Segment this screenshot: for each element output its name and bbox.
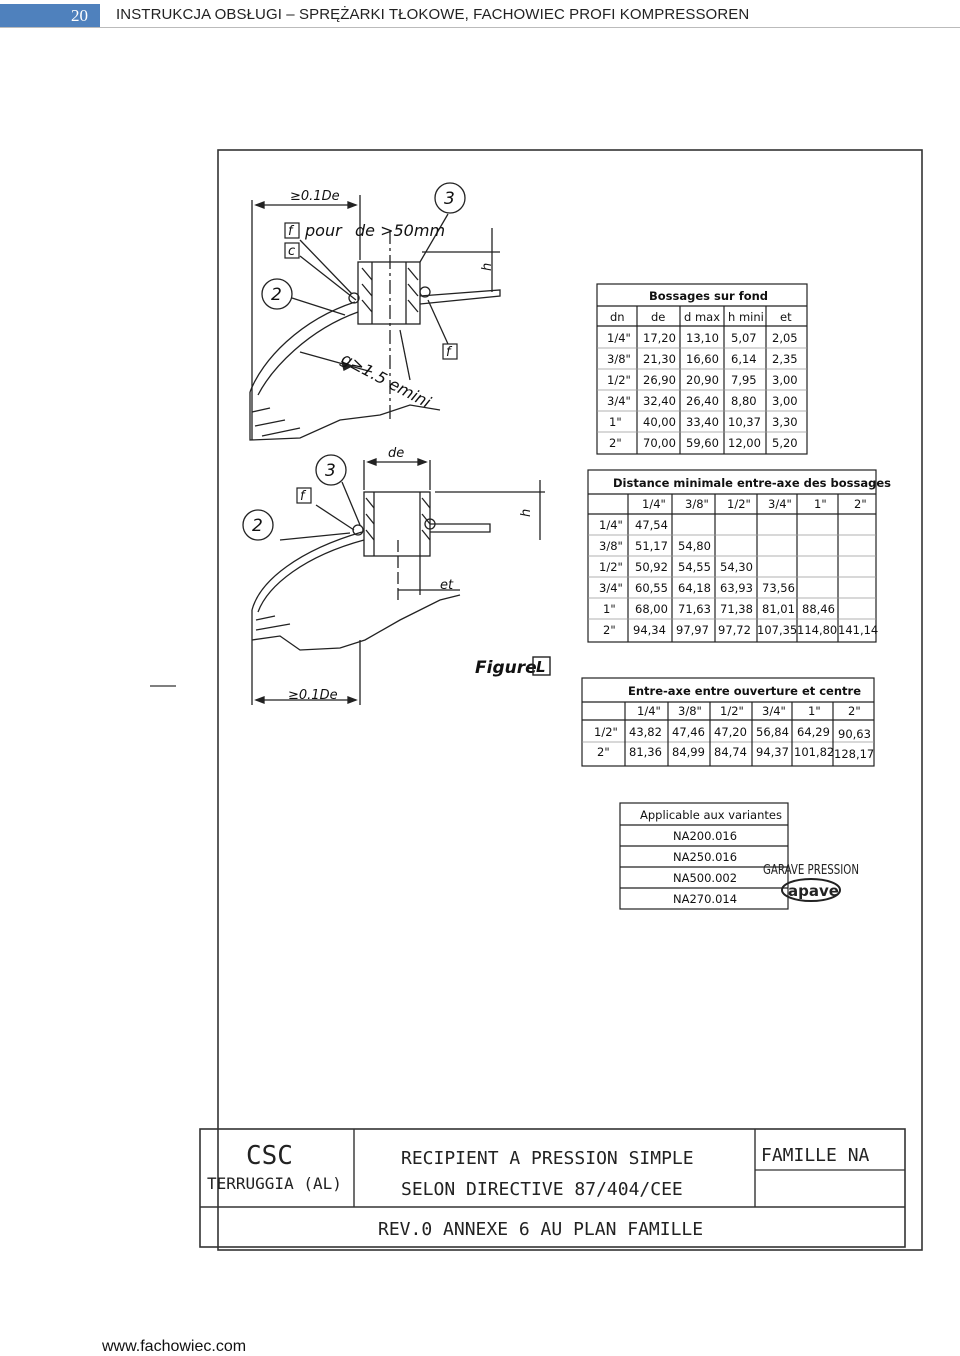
cell: 1/2" xyxy=(594,725,618,739)
cell: 8,80 xyxy=(731,394,757,408)
table-variantes xyxy=(620,803,788,909)
cell: 2,05 xyxy=(772,331,798,345)
g-ge-label: g≥1.5 emini xyxy=(338,348,435,412)
cell: 7,95 xyxy=(731,373,757,387)
list-item: NA270.014 xyxy=(673,892,738,906)
cell: 3,00 xyxy=(772,394,798,408)
cell: 1" xyxy=(603,602,616,616)
de-label: de xyxy=(388,446,405,461)
entre-axe-title: Entre-axe entre ouverture et centre xyxy=(628,684,862,698)
table-row xyxy=(607,331,798,345)
cell: 47,20 xyxy=(714,725,747,739)
cell: 17,20 xyxy=(643,331,676,345)
distance-header: 1" xyxy=(814,497,827,511)
revision-label: REV.0 ANNEXE 6 AU PLAN FAMILLE xyxy=(378,1219,704,1240)
cell: 128,17 xyxy=(834,747,875,761)
cell: 47,54 xyxy=(635,518,668,532)
table-distance xyxy=(588,470,891,642)
cell: 5,07 xyxy=(731,331,757,345)
company-location: TERRUGGIA (AL) xyxy=(207,1174,342,1193)
cell: 26,90 xyxy=(643,373,676,387)
cell: 2" xyxy=(597,745,610,759)
pour-label: pour xyxy=(305,221,342,240)
h-label-upper: h xyxy=(480,262,495,271)
cell: 84,74 xyxy=(714,745,747,759)
cell: 1" xyxy=(609,415,622,429)
table-row xyxy=(607,394,798,408)
et-label: et xyxy=(440,578,454,593)
cell: 71,63 xyxy=(678,602,711,616)
cell: 3/8" xyxy=(599,539,623,553)
cell: 64,29 xyxy=(797,725,830,739)
cell: 1/4" xyxy=(607,331,631,345)
cell: 2" xyxy=(609,436,622,450)
c-box-label: c xyxy=(288,244,296,259)
table-row xyxy=(599,518,668,532)
cell: 68,00 xyxy=(635,602,668,616)
upper-detail-labels xyxy=(262,183,495,412)
table-row xyxy=(599,539,711,553)
cell: 70,00 xyxy=(643,436,676,450)
distance-header: 3/8" xyxy=(685,497,709,511)
figure-label: Figure xyxy=(475,658,537,678)
cell: 26,40 xyxy=(686,394,719,408)
cell: 94,37 xyxy=(756,745,789,759)
cell: 47,46 xyxy=(672,725,705,739)
cell: 51,17 xyxy=(635,539,668,553)
table-row xyxy=(607,352,798,366)
cell: 21,30 xyxy=(643,352,676,366)
list-item: NA500.002 xyxy=(673,871,738,885)
table-row xyxy=(607,373,798,387)
page-header-title: INSTRUKCJA OBSŁUGI – SPRĘŻARKI TŁOKOWE, FACHOWIEC PROFI KOMPRESSOREN xyxy=(116,6,750,23)
cell: 81,01 xyxy=(762,602,795,616)
cell: 33,40 xyxy=(686,415,719,429)
cell: 1/4" xyxy=(599,518,623,532)
cell: 3/4" xyxy=(599,581,623,595)
distance-title: Distance minimale entre-axe des bossages xyxy=(613,476,891,490)
distance-header: 3/4" xyxy=(768,497,792,511)
entre-axe-header: 1" xyxy=(808,704,821,718)
table-row xyxy=(603,602,835,616)
cell: 54,80 xyxy=(678,539,711,553)
cell: 12,00 xyxy=(728,436,761,450)
cell: 141,14 xyxy=(838,623,879,637)
cell: 114,80 xyxy=(797,623,838,637)
h-label-lower: h xyxy=(519,508,534,517)
cell: 10,37 xyxy=(728,415,761,429)
variantes-title: Applicable aux variantes xyxy=(640,808,782,822)
cell: 84,99 xyxy=(672,745,705,759)
cell: 88,46 xyxy=(802,602,835,616)
cell: 16,60 xyxy=(686,352,719,366)
cell: 63,93 xyxy=(720,581,753,595)
description-line-2: SELON DIRECTIVE 87/404/CEE xyxy=(401,1179,683,1200)
cell: 2,35 xyxy=(772,352,798,366)
cell: 71,38 xyxy=(720,602,753,616)
figure-box-label: L xyxy=(536,658,546,676)
bossages-header: et xyxy=(780,310,792,324)
cell: 3/8" xyxy=(607,352,631,366)
entre-axe-header: 3/8" xyxy=(678,704,702,718)
cell: 1/2" xyxy=(599,560,623,574)
cell: 50,92 xyxy=(635,560,668,574)
entre-axe-header: 1/4" xyxy=(637,704,661,718)
bossages-title: Bossages sur fond xyxy=(649,289,769,303)
footer-url: www.fachowiec.com xyxy=(102,1338,247,1355)
cell: 94,34 xyxy=(633,623,666,637)
bossages-header: h mini xyxy=(728,310,764,324)
circle-3-lower: 3 xyxy=(325,461,336,481)
circle-2-lower: 2 xyxy=(252,516,263,536)
cell: 54,30 xyxy=(720,560,753,574)
cell: 97,72 xyxy=(718,623,751,637)
cell: 6,14 xyxy=(731,352,757,366)
entre-axe-header: 3/4" xyxy=(762,704,786,718)
entre-axe-header: 1/2" xyxy=(720,704,744,718)
f-box-label-3: f xyxy=(300,489,305,504)
circle-2-upper: 2 xyxy=(271,285,282,305)
apave-stamp xyxy=(763,863,859,901)
table-row xyxy=(603,623,878,637)
cell: 97,97 xyxy=(676,623,709,637)
list-item: NA200.016 xyxy=(673,829,738,843)
cell: 90,63 xyxy=(838,727,871,741)
table-row xyxy=(597,745,874,761)
cell: 3,30 xyxy=(772,415,798,429)
dim-top-label: ≥0.1De xyxy=(290,189,340,204)
title-block xyxy=(200,1129,905,1247)
distance-header: 1/2" xyxy=(727,497,751,511)
distance-header: 2" xyxy=(854,497,867,511)
cell: 107,35 xyxy=(757,623,798,637)
cell: 3,00 xyxy=(772,373,798,387)
cell: 32,40 xyxy=(643,394,676,408)
entre-axe-header: 2" xyxy=(848,704,861,718)
cell: 60,55 xyxy=(635,581,668,595)
stamp-text: GARAVE PRESSION xyxy=(763,863,859,878)
table-entre-axe xyxy=(582,678,874,766)
cell: 20,90 xyxy=(686,373,719,387)
bossages-header: de xyxy=(651,310,666,324)
list-item: NA250.016 xyxy=(673,850,738,864)
bossages-header: dn xyxy=(610,310,625,324)
table-row xyxy=(599,560,753,574)
dim-bottom-label: ≥0.1De xyxy=(288,688,338,703)
apave-logo: apave xyxy=(788,882,839,900)
f-box-label: f xyxy=(288,224,293,239)
distance-header: 1/4" xyxy=(642,497,666,511)
company-name: CSC xyxy=(246,1141,293,1171)
cell: 101,82 xyxy=(794,745,835,759)
cell: 64,18 xyxy=(678,581,711,595)
cell: 54,55 xyxy=(678,560,711,574)
bossages-header: d max xyxy=(684,310,721,324)
cell: 3/4" xyxy=(607,394,631,408)
de-gt-50-label: de >50mm xyxy=(355,221,446,240)
cell: 73,56 xyxy=(762,581,795,595)
famille-label: FAMILLE NA xyxy=(761,1145,870,1166)
cell: 56,84 xyxy=(756,725,789,739)
cell: 81,36 xyxy=(629,745,662,759)
cell: 59,60 xyxy=(686,436,719,450)
table-bossages xyxy=(597,284,807,454)
cell: 2" xyxy=(603,623,616,637)
page-number: 20 xyxy=(0,4,100,28)
cell: 1/2" xyxy=(607,373,631,387)
circle-3-upper: 3 xyxy=(444,189,455,209)
description-line-1: RECIPIENT A PRESSION SIMPLE xyxy=(401,1148,694,1169)
table-row xyxy=(594,725,871,741)
cell: 40,00 xyxy=(643,415,676,429)
cell: 13,10 xyxy=(686,331,719,345)
cell: 43,82 xyxy=(629,725,662,739)
f-box-label-2: f xyxy=(446,345,451,360)
cell: 5,20 xyxy=(772,436,798,450)
